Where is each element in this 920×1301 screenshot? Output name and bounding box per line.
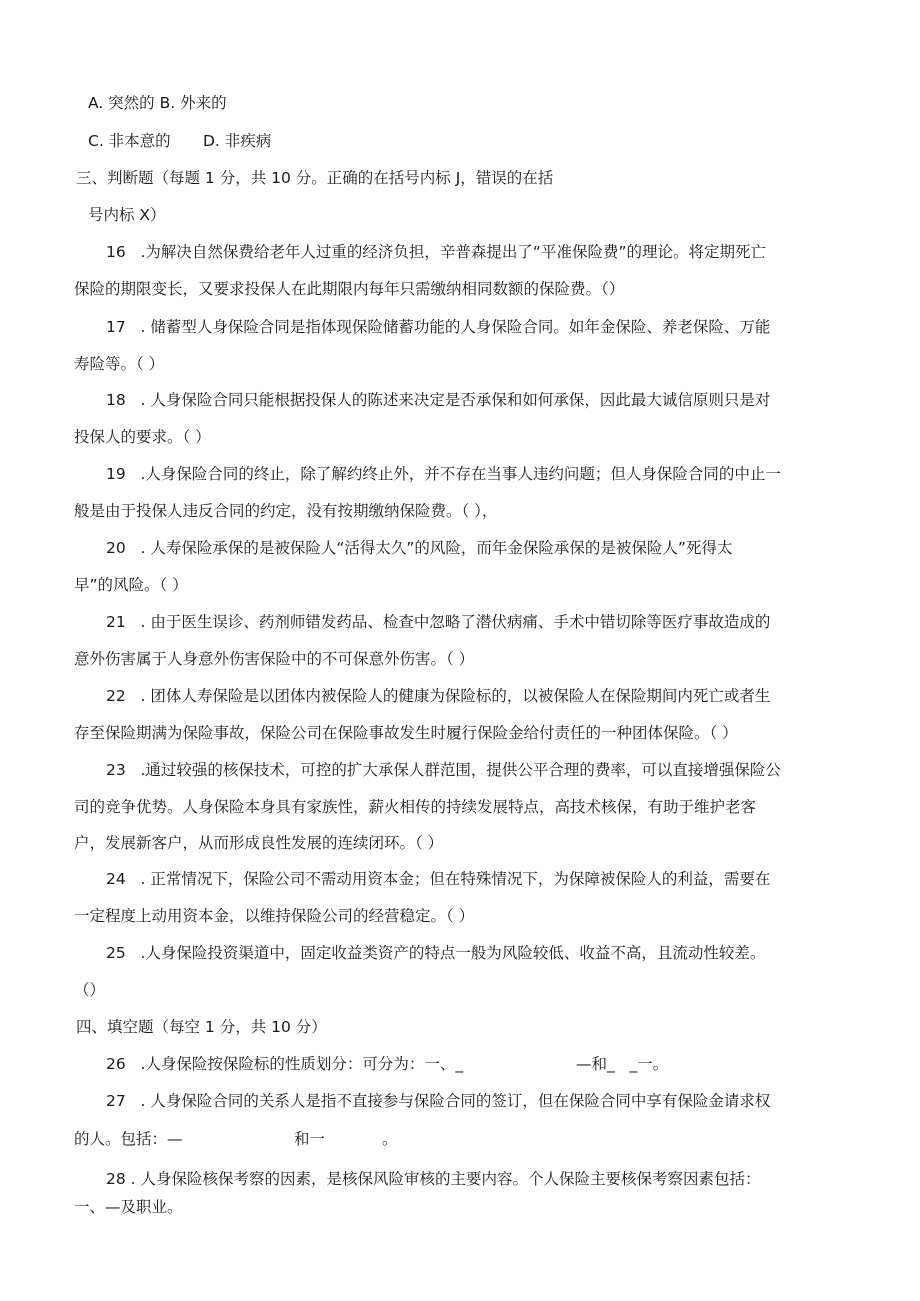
section3-heading-cont: 号内标 X） — [88, 206, 166, 224]
question-28-line2: 一、—及职业。 — [74, 1198, 183, 1216]
question-16-line2: 保险的期限变长，又要求投保人在此期限内每年只需缴纳相同数额的保险费。（） — [74, 280, 625, 298]
question-22-line1: 22 . 团体人寿保险是以团体内被保险人的健康为保险标的，以被保险人在保险期间内死亡或者生 — [106, 687, 771, 705]
question-21-line1: 21 . 由于医生误诊、药剂师错发药品、检查中忽略了潜伏病痛、手术中错切除等医疗事故造成的 — [106, 613, 771, 631]
question-21-line2: 意外伤害属于人身意外伤害保险中的不可保意外伤害。（ ） — [74, 650, 475, 668]
question-27-line1: 27 . 人身保险合同的关系人是指不直接参与保险合同的签订，但在保险合同中享有保险金请求权 — [106, 1092, 771, 1110]
question-19-line2: 般是由于投保人违反合同的约定，没有按期缴纳保险费。（ ）， — [74, 502, 498, 520]
section4-heading: 四、填空题（每空 1 分，共 10 分） — [76, 1018, 327, 1036]
question-27-line2-b: 和一 — [294, 1130, 326, 1148]
question-20-line2: 早”的风险。（ ） — [74, 576, 188, 594]
question-23-line1: 23 .通过较强的核保技术，可控的扩大承保人群范围，提供公平合理的费率，可以直接增强保险公 — [106, 761, 781, 779]
option-c: C. 非本意的 — [88, 132, 171, 150]
question-20-line1: 20 . 人寿保险承保的是被保险人“活得太久”的风险，而年金保险承保的是被保险人”死得太 — [106, 539, 733, 557]
question-26-blanks: —和_ _一。 — [576, 1055, 669, 1073]
question-24-line2: 一定程度上动用资本金，以维持保险公司的经营稳定。（ ） — [74, 907, 475, 925]
question-19-line1: 19 .人身保险合同的终止，除了解约终止外，并不存在当事人违约问题；但人身保险合同的中止一 — [106, 465, 781, 483]
question-23-line3: 户，发展新客户，从而形成良性发展的连续闭环。（ ） — [74, 834, 444, 852]
question-26-prompt: 26 .人身保险按保险标的性质划分：可分为：一、_ — [106, 1055, 464, 1073]
option-d: D. 非疾病 — [203, 132, 272, 150]
question-27-line2-a: 的人。包括：— — [74, 1130, 183, 1148]
question-27-line2-c: 。 — [382, 1130, 398, 1148]
question-22-line2: 存至保险期满为保险事故，保险公司在保险事故发生时履行保险金给付责任的一种团体保险。（ ） — [74, 724, 738, 742]
question-17-line1: 17 . 储蓄型人身保险合同是指体现保险储蓄功能的人身保险合同。如年金保险、养老保险、万能 — [106, 318, 771, 336]
question-17-line2: 寿险等。（ ） — [74, 355, 165, 373]
question-18-line2: 投保人的要求。（ ） — [74, 428, 211, 446]
question-24-line1: 24 . 正常情况下，保险公司不需动用资本金；但在特殊情况下，为保障被保险人的利益，需要在 — [106, 870, 771, 888]
question-18-line1: 18 . 人身保险合同只能根据投保人的陈述来决定是否承保和如何承保，因此最大诚信原则只是对 — [106, 391, 771, 409]
question-28-line1: 28 . 人身保险核保考察的因素，是核保风险审核的主要内容。个人保险主要核保考察因素包括： — [106, 1170, 761, 1188]
question-25-line2: （） — [74, 981, 106, 999]
options-line-ab: A. 突然的 B. 外来的 — [88, 94, 227, 112]
section3-heading: 三、判断题（每题 1 分，共 10 分。正确的在括号内标 J，错误的在括 — [76, 169, 554, 187]
question-23-line2: 司的竞争优势。人身保险本身具有家族性，薪火相传的持续发展特点，高技术核保，有助于维护老客 — [74, 798, 757, 816]
question-25-line1: 25 .人身保险投资渠道中，固定收益类资产的特点一般为风险较低、收益不高，且流动性较差。 — [106, 944, 766, 962]
question-16-line1: 16 .为解决自然保费给老年人过重的经济负担，辛普森提出了“平准保险费”的理论。将定期死亡 — [106, 243, 766, 261]
